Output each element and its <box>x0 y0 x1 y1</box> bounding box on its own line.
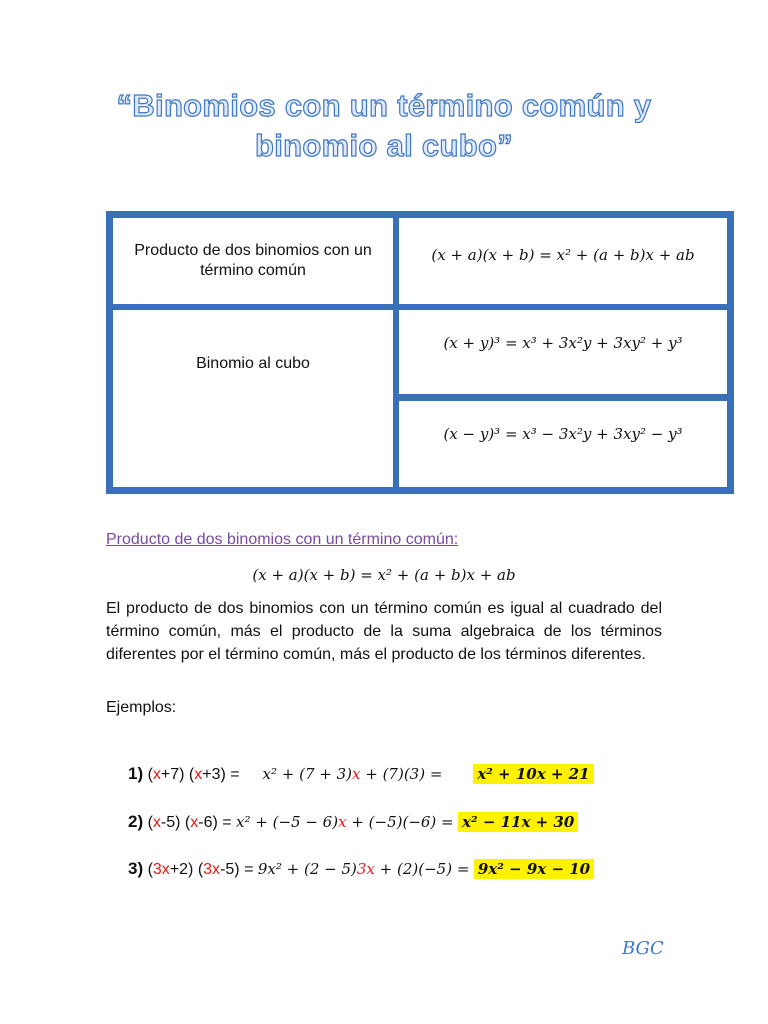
row2-label-cell <box>112 309 394 488</box>
examples-label: Ejemplos: <box>106 699 177 716</box>
example-2 <box>128 812 578 832</box>
variable: x <box>152 766 161 783</box>
expansion: x² + (7 + 3) <box>262 765 352 783</box>
cube-difference-formula: (x − y)³ = x³ − 3x²y + 3xy² − y³ <box>443 425 683 443</box>
variable: 3x <box>152 861 170 878</box>
expansion: 9x² + (2 − 5) <box>257 860 357 878</box>
variable: x <box>190 814 199 831</box>
expansion: + (2)(−5) = <box>374 860 470 878</box>
section-heading: Producto de dos binomios con un término común: <box>106 531 459 548</box>
variable: x <box>352 765 361 783</box>
row2-label: Binomio al cubo <box>196 355 310 372</box>
variable: x <box>338 813 347 831</box>
paren: ( <box>147 766 153 783</box>
example-number: 2) <box>128 812 144 831</box>
paren: ( <box>147 861 153 878</box>
row2-formula-b-cell <box>398 400 728 488</box>
row1-formula: (x + a)(x + b) = x² + (a + b)x + ab <box>431 246 695 264</box>
expansion: + (7)(3) = <box>360 765 443 783</box>
explanation-paragraph: El producto de dos binomios con un término común es igual al cuadrado del término común, más el producto de la suma algebraica de los términos diferentes por el término común, más el producto de los términos diferentes. <box>106 600 662 663</box>
author-signature: BGC <box>622 938 664 959</box>
variable: 3x <box>203 861 221 878</box>
factor-text: +2) ( <box>169 861 204 878</box>
factor-text: -6) = <box>198 814 232 831</box>
title-line-1: “Binomios con un término común y <box>116 88 652 123</box>
factor-text: +7) ( <box>160 766 195 783</box>
expansion: + (−5)(−6) = <box>346 813 454 831</box>
highlighted-result: x² − 11x + 30 <box>458 812 578 832</box>
variable: x <box>194 766 203 783</box>
highlighted-result: 9x² − 9x − 10 <box>474 859 594 879</box>
row1-label: Producto de dos binomios con un término común <box>134 242 372 279</box>
example-number: 1) <box>128 764 144 783</box>
variable: 3x <box>356 860 375 878</box>
formula-table <box>106 211 734 494</box>
example-3 <box>128 859 594 879</box>
title-line-2: binomio al cubo” <box>255 128 513 163</box>
variable: x <box>152 814 161 831</box>
expansion: x² + (−5 − 6) <box>236 813 339 831</box>
example-1 <box>128 764 594 784</box>
row1-formula-cell <box>398 217 728 305</box>
example-number: 3) <box>128 859 144 878</box>
row2-formula-a-cell <box>398 309 728 395</box>
row1-label-cell <box>112 217 394 305</box>
factor-text: -5) = <box>220 861 254 878</box>
cube-sum-formula: (x + y)³ = x³ + 3x²y + 3xy² + y³ <box>443 334 683 352</box>
factor-text: -5) ( <box>160 814 191 831</box>
section-formula: (x + a)(x + b) = x² + (a + b)x + ab <box>252 566 516 584</box>
highlighted-result: x² + 10x + 21 <box>473 764 593 784</box>
factor-text: +3) = <box>202 766 240 783</box>
paren: ( <box>147 814 153 831</box>
section-formula-wrap <box>0 566 768 585</box>
document-title <box>0 86 768 166</box>
